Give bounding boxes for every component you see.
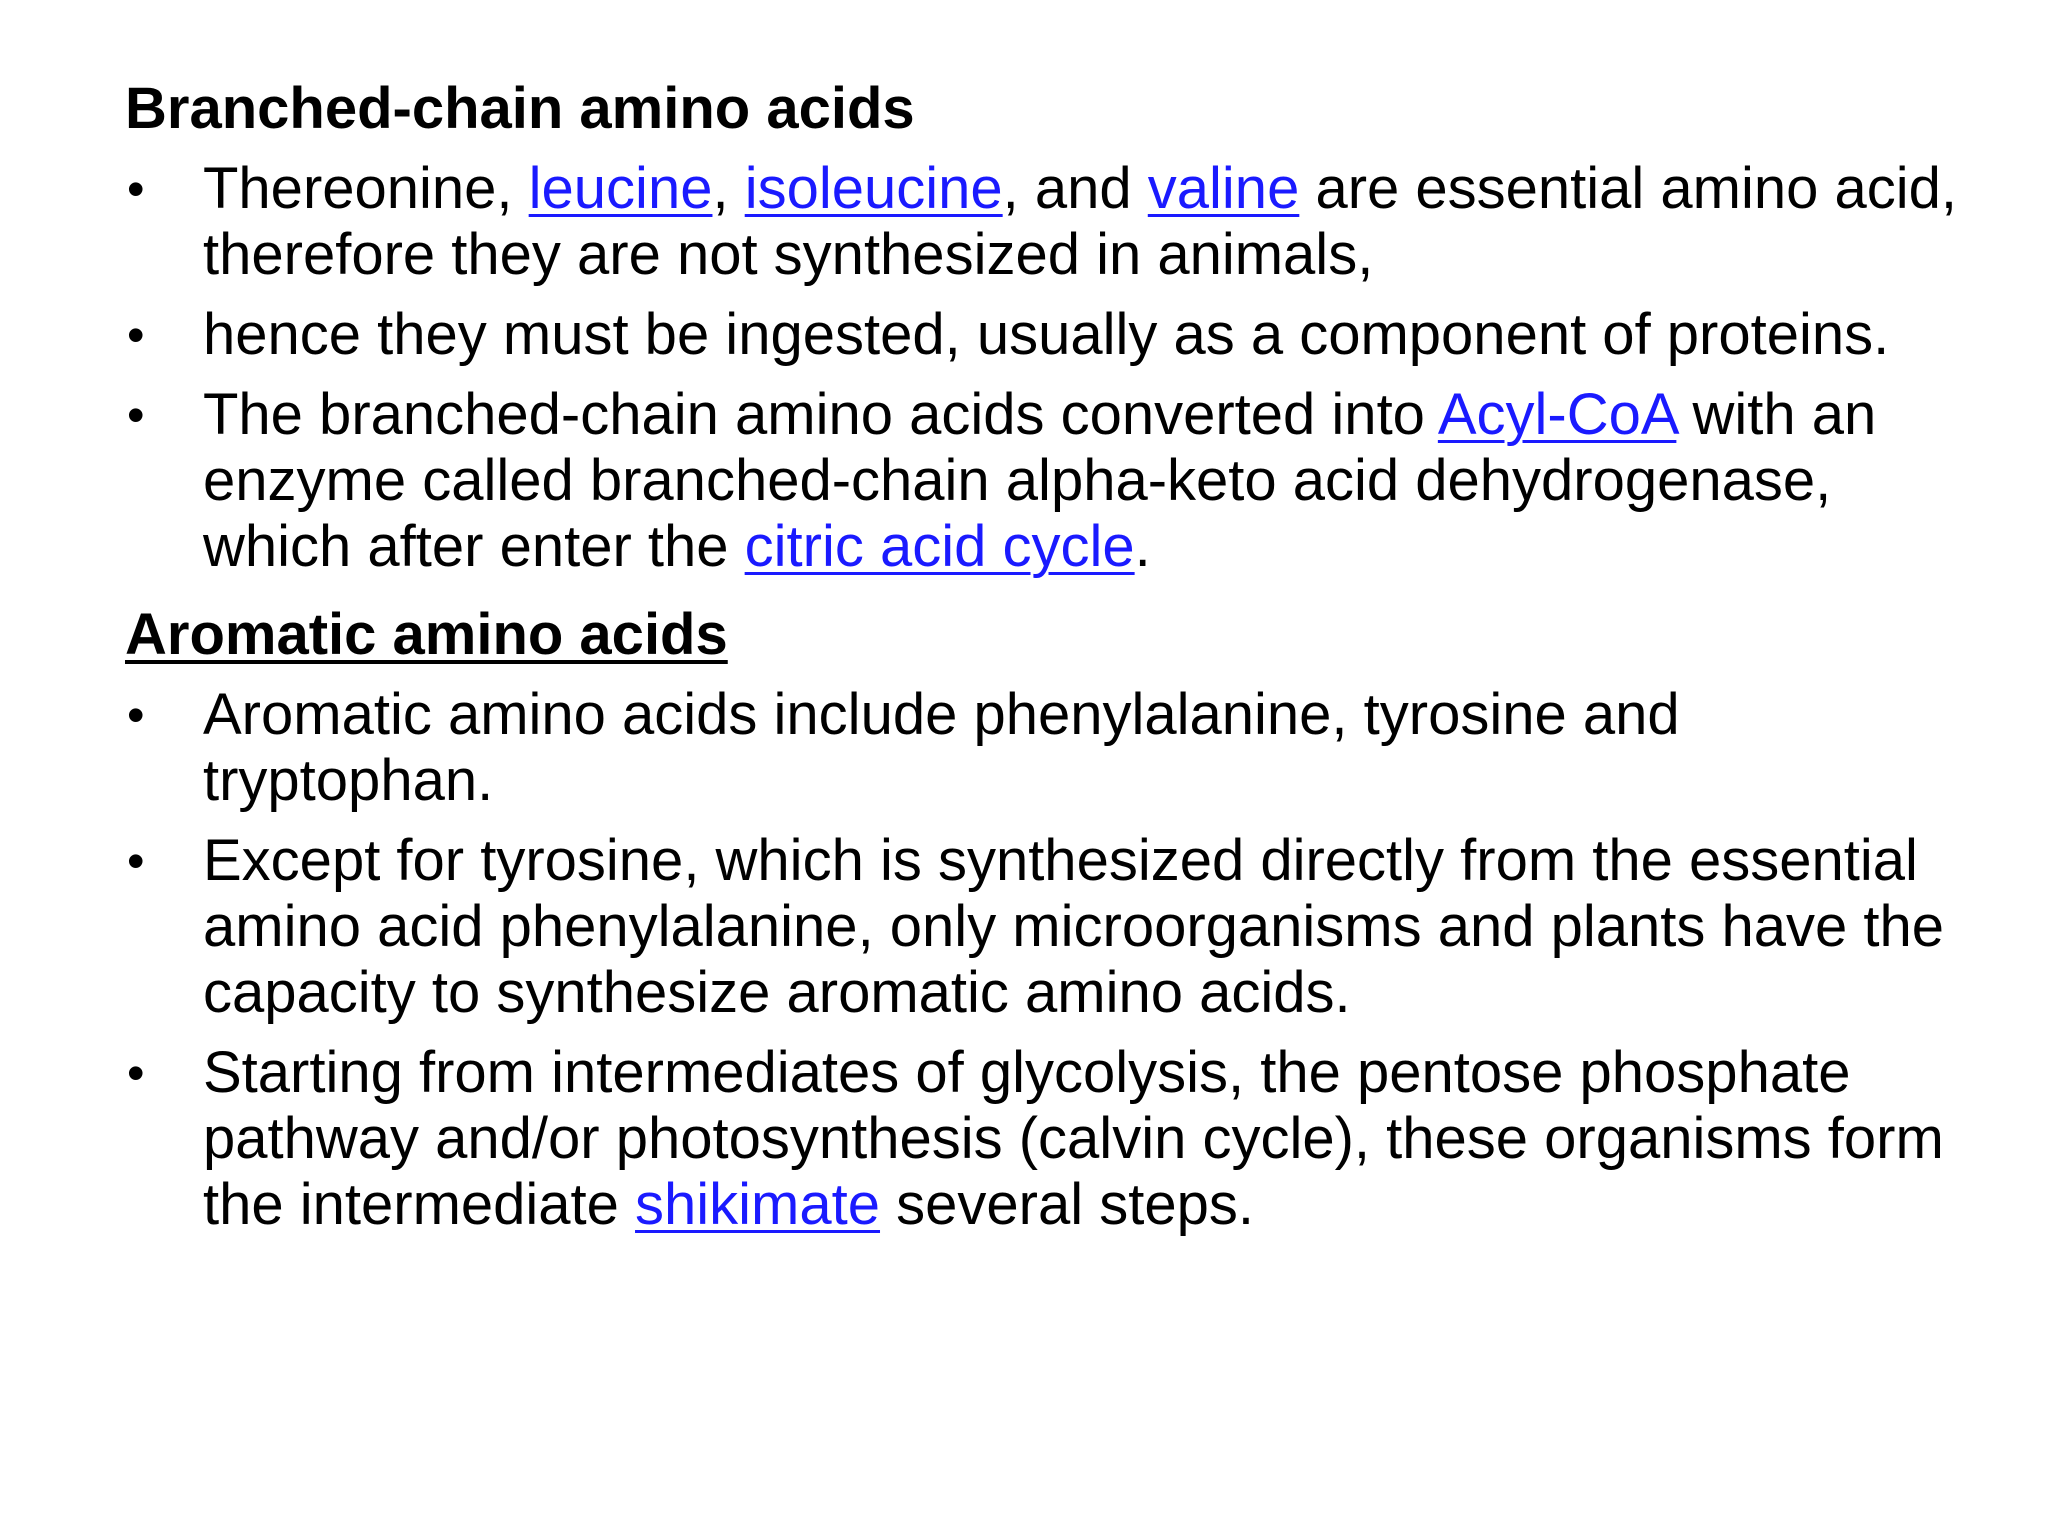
bullet-text: . — [1134, 514, 1151, 579]
bullet-text: Except for tyrosine, which is synthesized directly from the essential amino acid phenylalanine, only microorganisms and plants have the capacity to synthesize aromatic amino acids. — [203, 828, 1945, 1025]
bullet-list-branched-chain — [125, 156, 1975, 580]
bullet-icon: • — [127, 687, 145, 743]
heading-branched-chain: Branched-chain amino acids — [125, 76, 915, 141]
bullet-text: Aromatic amino acids include phenylalanine, tyrosine and tryptophan. — [203, 682, 1680, 813]
link-leucine[interactable]: leucine — [528, 156, 713, 221]
bullet-item-essential-amino-acids — [125, 156, 1975, 288]
link-shikimate[interactable]: shikimate — [635, 1172, 881, 1237]
bullet-item-except-tyrosine — [125, 828, 1975, 1026]
bullet-icon: • — [127, 307, 145, 363]
heading-aromatic: Aromatic amino acids — [125, 602, 728, 667]
bullet-text: are essential amino acid, therefore they are not synthesized in animals, — [203, 156, 1958, 287]
bullet-item-ingested — [125, 302, 1975, 368]
link-valine[interactable]: valine — [1147, 156, 1300, 221]
bullet-text: The branched-chain amino acids converted into — [203, 382, 1438, 447]
bullet-icon: • — [127, 1045, 145, 1101]
bullet-text: with an enzyme called branched-chain alpha-keto acid dehydrogenase, which after enter the — [203, 382, 1877, 579]
bullet-text: several steps. — [880, 1172, 1254, 1237]
bullet-icon: • — [127, 161, 145, 217]
slide-content — [125, 74, 1975, 1252]
link-citric-acid-cycle[interactable]: citric acid cycle — [744, 514, 1135, 579]
bullet-text: Starting from intermediates of glycolysis, the pentose phosphate pathway and/or photosynthesis (calvin cycle), these organisms form the intermediate — [203, 1040, 1944, 1237]
bullet-list-aromatic — [125, 682, 1975, 1238]
bullet-item-shikimate — [125, 1040, 1975, 1238]
link-isoleucine[interactable]: isoleucine — [744, 156, 1003, 221]
bullet-text: , — [712, 156, 745, 221]
bullet-item-aromatic-include — [125, 682, 1975, 814]
bullet-icon: • — [127, 387, 145, 443]
bullet-text: hence they must be ingested, usually as a component of proteins. — [203, 302, 1890, 367]
bullet-item-acyl-coa — [125, 382, 1975, 580]
bullet-text: , and — [1002, 156, 1148, 221]
link-acyl-coa[interactable]: Acyl-CoA — [1437, 382, 1677, 447]
bullet-icon: • — [127, 833, 145, 889]
bullet-text: Thereonine, — [203, 156, 529, 221]
